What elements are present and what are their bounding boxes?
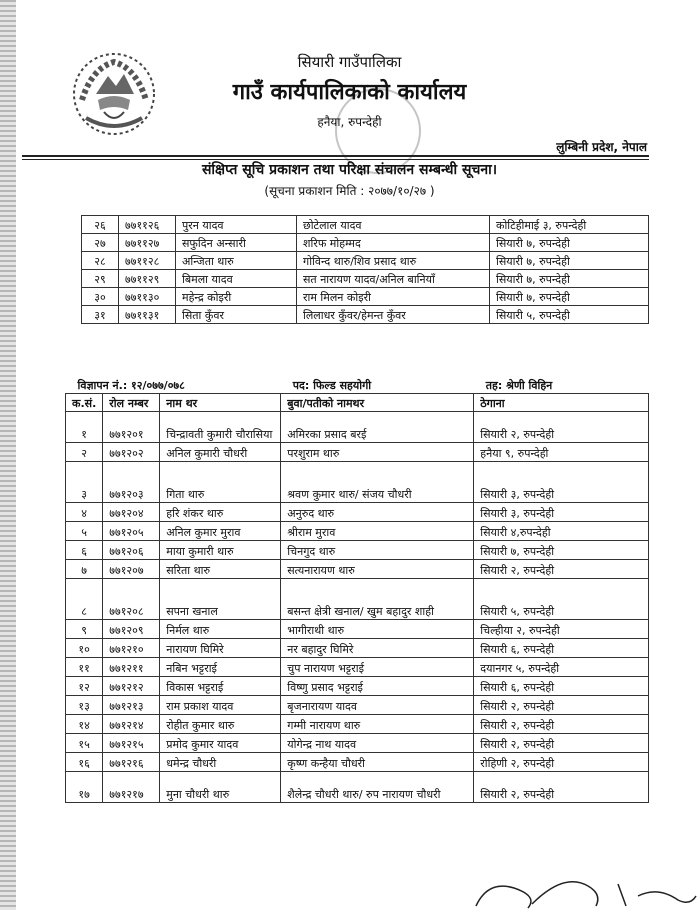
table-cell: ३१ [82, 306, 119, 324]
table-cell: कृष्ण कन्हैया चौधरी [281, 753, 474, 772]
table-cell: सियारी २, रुपन्देही [474, 560, 649, 579]
office-name: गाउँ कार्यपालिकाको कार्यालय [232, 80, 467, 105]
table-cell: ३ [66, 462, 103, 503]
table-cell: गम्मी नारायण थारु [281, 715, 474, 734]
table-cell: चिन्द्रावती कुमारी चौरासिया [160, 412, 281, 443]
table-cell: परशुराम थारु [281, 443, 474, 462]
table-cell: माया कुमारी थारु [160, 541, 281, 560]
table-cell: सियारी ७, रुपन्देही [490, 270, 649, 288]
table-row [66, 522, 649, 541]
table-cell: ४ [66, 503, 103, 522]
table-cell: शरिफ मोहम्मद [297, 234, 490, 252]
table-cell: ८ [66, 579, 103, 620]
table-cell: ७७१२०५ [103, 522, 160, 541]
table-cell: अनिल कुमारी चौधरी [160, 443, 281, 462]
table-cell: श्रीराम मुराव [281, 522, 474, 541]
table-cell: २८ [82, 252, 119, 270]
table-cell: सत्यनारायण थारु [281, 560, 474, 579]
table-row [66, 579, 649, 620]
table-cell: दयानगर ५, रुपन्देही [474, 658, 649, 677]
table-row [66, 462, 649, 503]
table-cell: १२ [66, 677, 103, 696]
table-cell: सियारी ३, रुपन्देही [474, 462, 649, 503]
office-address: हनैया, रुपन्देही [317, 115, 382, 129]
table-cell: सत नारायण यादव/अनिल बानियाँ [297, 270, 490, 288]
post-level: तह: श्रेणी विहिन [474, 360, 649, 394]
table-cell: ७७१२०३ [103, 462, 160, 503]
table-row [82, 306, 649, 324]
table-row [66, 412, 649, 443]
table-cell: धमेन्द्र चौधरी [160, 753, 281, 772]
table-cell: सपना खनाल [160, 579, 281, 620]
table-cell: २९ [82, 270, 119, 288]
notice-title: संक्षिप्त सूचि प्रकाशन तथा परिक्षा संचालन सम्बन्धी सूचना। [201, 162, 498, 178]
table-row [66, 772, 649, 803]
table-cell: ७७१२१६ [103, 753, 160, 772]
table-cell: गिता थारु [160, 462, 281, 503]
table-cell: ७७११२६ [119, 216, 176, 234]
table-cell: ७७१२०६ [103, 541, 160, 560]
table-row [66, 503, 649, 522]
table-cell: बसन्त क्षेत्री खनाल/ खुम बहादुर शाही [281, 579, 474, 620]
table-cell: प्रमोद कुमार यादव [160, 734, 281, 753]
table-cell: विष्णु प्रसाद भट्टराई [281, 677, 474, 696]
table-cell: बृजनारायण यादव [281, 696, 474, 715]
table-cell: ७७११३० [119, 288, 176, 306]
table-cell: छोटेलाल यादव [297, 216, 490, 234]
table-row [82, 270, 649, 288]
table-cell: विकास भट्टराई [160, 677, 281, 696]
table-row [66, 696, 649, 715]
table-cell: सियारी २, रुपन्देही [474, 715, 649, 734]
table-cell: सियारी ७, रुपन्देही [490, 288, 649, 306]
table-cell: १६ [66, 753, 103, 772]
scan-edge-shadow [0, 0, 16, 910]
table-cell: ७ [66, 560, 103, 579]
table-cell: निर्मल थारु [160, 620, 281, 639]
table-cell: १ [66, 412, 103, 443]
table-cell: ७७१२१० [103, 639, 160, 658]
post-name: पद: फिल्ड सहयोगी [281, 360, 474, 394]
table-cell: सफुदिन अन्सारी [176, 234, 297, 252]
table-cell: ७७१२१७ [103, 772, 160, 803]
table-cell: श्रवण कुमार थारु/ संजय चौधरी [281, 462, 474, 503]
table-row [66, 443, 649, 462]
table-cell: ७७१२११ [103, 658, 160, 677]
table-cell: ७७१२१५ [103, 734, 160, 753]
table-cell: नर बहादुर घिमिरे [281, 639, 474, 658]
table-cell: सियारी २, रुपन्देही [474, 772, 649, 803]
signature-icon [468, 866, 699, 910]
table-cell: १४ [66, 715, 103, 734]
table-cell: ७७१२०१ [103, 412, 160, 443]
table-cell: सियारी ६, रुपन्देही [474, 639, 649, 658]
table-cell: सियारी ७, रुपन्देही [490, 252, 649, 270]
table-cell: ७७१२१४ [103, 715, 160, 734]
column-header: क.सं. [66, 394, 103, 412]
table-cell: १३ [66, 696, 103, 715]
table-cell: सियारी २, रुपन्देही [474, 412, 649, 443]
advert-number: विज्ञापन नं.: १२/०७७/०७८ [66, 360, 281, 394]
table-cell: बिमला यादव [176, 270, 297, 288]
table-cell: ५ [66, 522, 103, 541]
table-cell: सियारी २, रुपन्देही [474, 734, 649, 753]
table-cell: लिलाधर कुँवर/हेमन्त कुँवर [297, 306, 490, 324]
table-cell: गोविन्द थारु/शिव प्रसाद थारु [297, 252, 490, 270]
table-cell: राम मिलन कोइरी [297, 288, 490, 306]
table-cell: ७७१२०२ [103, 443, 160, 462]
table-cell: ७७१२०४ [103, 503, 160, 522]
column-header: बुवा/पतीको नामथर [281, 394, 474, 412]
table-cell: ७७१२१२ [103, 677, 160, 696]
table-row [66, 639, 649, 658]
table-cell: सिता कुँवर [176, 306, 297, 324]
table-row [66, 677, 649, 696]
table-row [82, 252, 649, 270]
candidate-table-field-assistant [65, 360, 649, 803]
table-cell: १७ [66, 772, 103, 803]
table-row [82, 234, 649, 252]
table-cell: रोहिणी २, रुपन्देही [474, 753, 649, 772]
table-row [82, 216, 649, 234]
table-cell: नारायण घिमिरे [160, 639, 281, 658]
table-cell: ११ [66, 658, 103, 677]
municipality-name: सियारी गाउँपालिका [297, 53, 402, 71]
table-cell: सियारी ५, रुपन्देही [490, 306, 649, 324]
table-cell: कोटिहीमाई ३, रुपन्देही [490, 216, 649, 234]
table-row [66, 560, 649, 579]
table-cell: ७७१२०८ [103, 579, 160, 620]
table-cell: अनुरुद थारु [281, 503, 474, 522]
table-row [66, 658, 649, 677]
table-cell: चिनगुद थारु [281, 541, 474, 560]
table-cell: हनैया ९, रुपन्देही [474, 443, 649, 462]
table-cell: पुरन यादव [176, 216, 297, 234]
table-cell: ७७११२८ [119, 252, 176, 270]
table-cell: सरिता थारु [160, 560, 281, 579]
table-cell: १० [66, 639, 103, 658]
table-cell: ६ [66, 541, 103, 560]
column-header: ठेगाना [474, 394, 649, 412]
table-cell: शैलेन्द्र चौधरी थारु/ रुप नारायण चौधरी [281, 772, 474, 803]
table-cell: ७७१२०९ [103, 620, 160, 639]
table-cell: सियारी २, रुपन्देही [474, 696, 649, 715]
table-cell: अन्जिता थारु [176, 252, 297, 270]
header-divider [22, 155, 649, 157]
table-cell: योगेन्द्र नाथ यादव [281, 734, 474, 753]
table-row [66, 541, 649, 560]
table-row [82, 288, 649, 306]
table-cell: ७७११२९ [119, 270, 176, 288]
table-cell: ७७१२०७ [103, 560, 160, 579]
table-cell: सियारी ७, रुपन्देही [474, 541, 649, 560]
table-cell: २ [66, 443, 103, 462]
table-cell: ७७१२१३ [103, 696, 160, 715]
table-cell: महेन्द्र कोइरी [176, 288, 297, 306]
column-header: रोल नम्बर [103, 394, 160, 412]
notice-date: (सूचना प्रकाशन मिति : २०७७/१०/२७ ) [264, 184, 435, 198]
table-cell: अनिल कुमार मुराव [160, 522, 281, 541]
table-cell: राम प्रकाश यादव [160, 696, 281, 715]
table-cell: रोहीत कुमार थारु [160, 715, 281, 734]
table-cell: चुप नारायण भट्टराई [281, 658, 474, 677]
table-cell: ३० [82, 288, 119, 306]
table-cell: चिल्हीया २, रुपन्देही [474, 620, 649, 639]
table-cell: हरि शंकर थारु [160, 503, 281, 522]
table-row [66, 734, 649, 753]
table-cell: सियारी ७, रुपन्देही [490, 234, 649, 252]
advert-info-row [66, 360, 649, 394]
table-row [66, 715, 649, 734]
table-cell: ७७११२७ [119, 234, 176, 252]
candidate-table-continued [81, 215, 649, 324]
table-cell: १५ [66, 734, 103, 753]
table-cell: सियारी ३, रुपन्देही [474, 503, 649, 522]
table-cell: सियारी ४,रुपन्देही [474, 522, 649, 541]
table-cell: सियारी ५, रुपन्देही [474, 579, 649, 620]
province-label: लुम्बिनी प्रदेश, नेपाल [556, 140, 647, 154]
table-cell: अमिरका प्रसाद बरई [281, 412, 474, 443]
table-row [66, 753, 649, 772]
column-header-row [66, 394, 649, 412]
table-cell: सियारी ६, रुपन्देही [474, 677, 649, 696]
table-cell: नबिन भट्टराई [160, 658, 281, 677]
table-cell: ९ [66, 620, 103, 639]
table-cell: २७ [82, 234, 119, 252]
table-row [66, 620, 649, 639]
table-cell: मुना चौधरी थारु [160, 772, 281, 803]
table-cell: ७७११३१ [119, 306, 176, 324]
table-cell: २६ [82, 216, 119, 234]
table-cell: भागीराथी थारु [281, 620, 474, 639]
column-header: नाम थर [160, 394, 281, 412]
